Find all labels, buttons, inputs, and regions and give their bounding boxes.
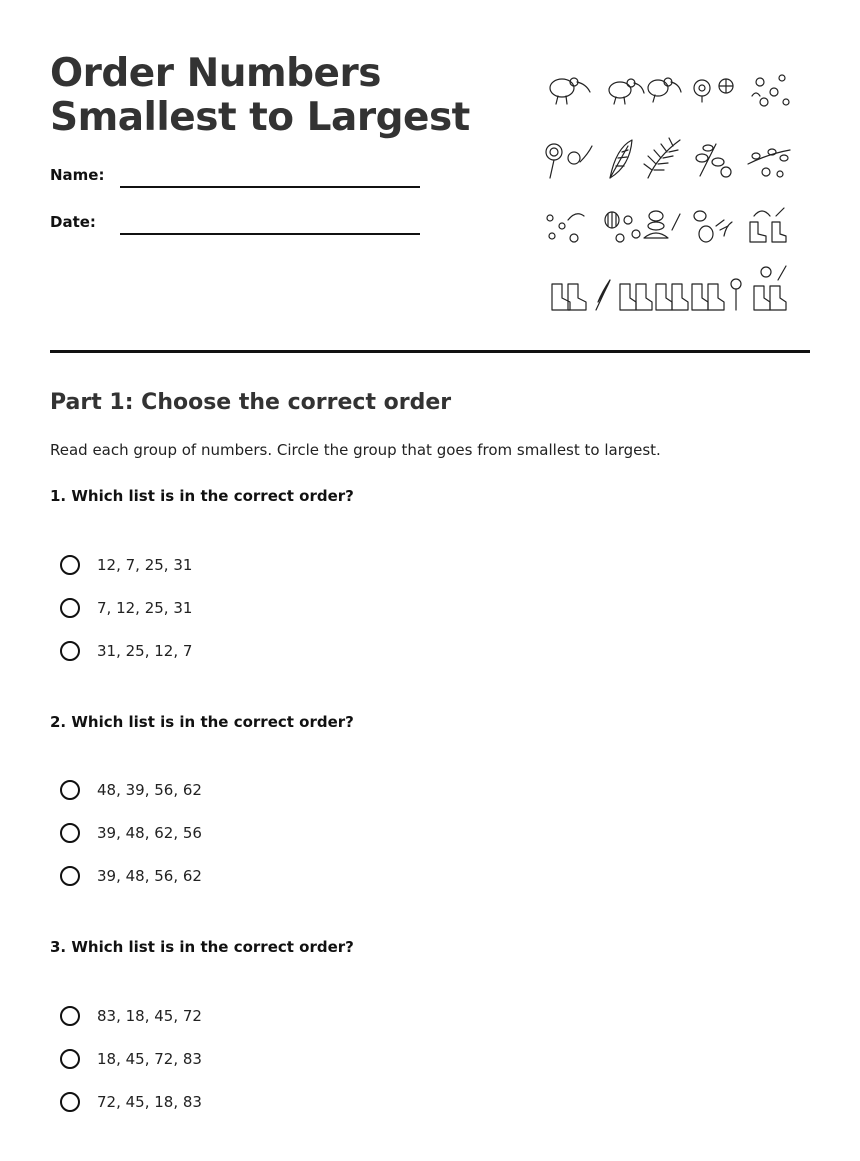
name-field[interactable] xyxy=(120,186,420,188)
question-2-option-c[interactable] xyxy=(60,863,202,889)
shell-icon xyxy=(605,212,640,242)
option-text: 83, 18, 45, 72 xyxy=(97,1007,202,1025)
radio-button[interactable] xyxy=(60,866,80,886)
radio-button[interactable] xyxy=(60,598,80,618)
name-label: Name: xyxy=(50,166,105,184)
question-1: 1. Which list is in the correct order? xyxy=(50,487,354,505)
leaf-icon xyxy=(696,144,731,177)
shell-icon xyxy=(694,211,732,242)
fern-icon xyxy=(546,144,592,178)
shell-icon xyxy=(644,211,680,238)
kiwi-bird-icon xyxy=(609,79,644,104)
option-text: 18, 45, 72, 83 xyxy=(97,1050,202,1068)
option-text: 12, 7, 25, 31 xyxy=(97,556,193,574)
radio-button[interactable] xyxy=(60,1049,80,1069)
gumboot-icon xyxy=(552,280,610,310)
kiwi-bird-icon xyxy=(648,78,681,102)
gumboot-icon xyxy=(750,208,786,242)
leaf-icon xyxy=(610,140,632,178)
radio-button[interactable] xyxy=(60,1092,80,1112)
flower-doodle-icon xyxy=(752,75,789,106)
option-text: 7, 12, 25, 31 xyxy=(97,599,193,617)
option-text: 31, 25, 12, 7 xyxy=(97,642,193,660)
decorative-doodles xyxy=(540,66,800,318)
date-field[interactable] xyxy=(120,233,420,235)
part-1-title: Part 1: Choose the correct order xyxy=(50,390,452,415)
question-2-option-a[interactable] xyxy=(60,777,202,803)
radio-button[interactable] xyxy=(60,1006,80,1026)
option-text: 72, 45, 18, 83 xyxy=(97,1093,202,1111)
question-3: 3. Which list is in the correct order? xyxy=(50,938,354,956)
worksheet-title xyxy=(50,52,470,140)
gumboot-icon xyxy=(620,284,652,310)
gumboot-icon xyxy=(692,279,741,310)
option-text: 39, 48, 62, 56 xyxy=(97,824,202,842)
question-1-option-b[interactable] xyxy=(60,595,192,621)
question-1-option-a[interactable] xyxy=(60,552,192,578)
leaf-icon xyxy=(748,149,790,177)
gumboot-icon xyxy=(754,266,786,310)
question-3-option-c[interactable] xyxy=(60,1089,202,1115)
title-line-1: Order Numbers xyxy=(50,51,381,96)
flower-doodle-icon xyxy=(547,214,584,242)
kiwi-bird-icon xyxy=(550,78,590,104)
fern-icon xyxy=(644,138,680,178)
date-label: Date: xyxy=(50,213,96,231)
question-3-option-b[interactable] xyxy=(60,1046,202,1072)
radio-button[interactable] xyxy=(60,641,80,661)
question-2: 2. Which list is in the correct order? xyxy=(50,713,354,731)
question-1-option-c[interactable] xyxy=(60,638,192,664)
question-3-option-a[interactable] xyxy=(60,1003,202,1029)
option-text: 48, 39, 56, 62 xyxy=(97,781,202,799)
question-2-option-b[interactable] xyxy=(60,820,202,846)
title-line-2: Smallest to Largest xyxy=(50,95,470,140)
gumboot-icon xyxy=(656,284,688,310)
option-text: 39, 48, 56, 62 xyxy=(97,867,202,885)
part-1-instructions: Read each group of numbers. Circle the group that goes from smallest to largest. xyxy=(50,441,661,459)
section-divider xyxy=(50,350,810,353)
radio-button[interactable] xyxy=(60,823,80,843)
flower-doodle-icon xyxy=(694,79,733,102)
radio-button[interactable] xyxy=(60,555,80,575)
radio-button[interactable] xyxy=(60,780,80,800)
